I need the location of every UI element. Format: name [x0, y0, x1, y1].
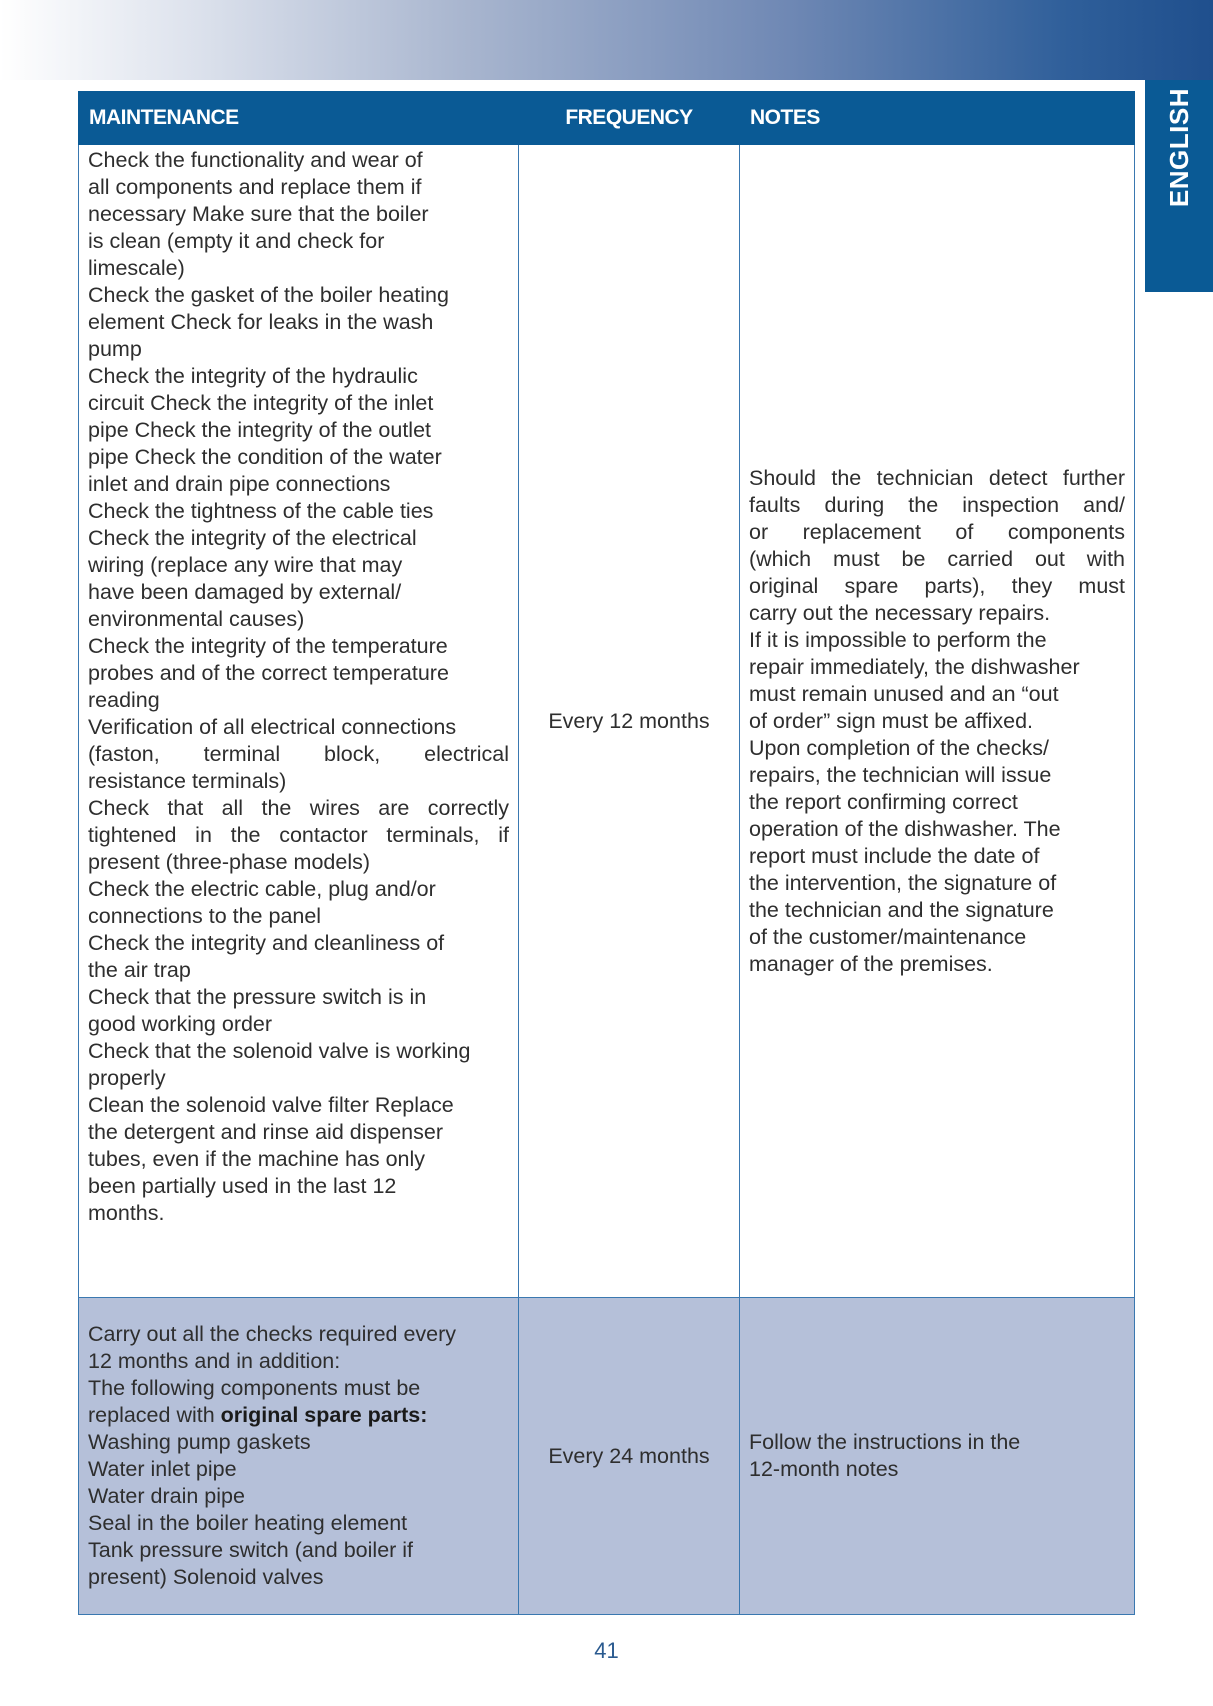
text-line: Check the integrity of the temperature: [88, 634, 448, 658]
text-line: tightened in the contactor terminals, if: [88, 823, 509, 847]
language-label: ENGLISH: [1163, 88, 1194, 208]
text-line: 12-month notes: [749, 1457, 899, 1481]
text-line: connections to the panel: [88, 904, 322, 928]
text-line: circuit Check the integrity of the inlet: [88, 391, 434, 415]
text-line: or replacement of components: [749, 519, 1125, 544]
text-line: the intervention, the signature of: [749, 870, 1057, 895]
text-line: pipe Check the condition of the water: [88, 445, 442, 469]
text-line: present (three-phase models): [88, 850, 371, 874]
language-tab: [1145, 80, 1213, 292]
text-line: necessary Make sure that the boiler: [88, 202, 429, 226]
text-line: Check the functionality and wear of: [88, 148, 423, 172]
header-notes: NOTES: [740, 92, 1135, 145]
header-frequency: FREQUENCY: [519, 92, 740, 145]
header-banner: [0, 0, 1213, 80]
text-line: faults during the inspection and/: [749, 492, 1125, 517]
text-line: of the customer/maintenance: [749, 924, 1027, 949]
text-line: Follow the instructions in the: [749, 1430, 1021, 1454]
text-line: Check the integrity of the electrical: [88, 526, 417, 550]
text-line: pump: [88, 337, 142, 361]
text-line: tubes, even if the machine has only: [88, 1147, 426, 1171]
notes-24-cell: [740, 1298, 1135, 1615]
text-fragment: replaced with: [88, 1403, 221, 1427]
text-line: Seal in the boiler heating element: [88, 1511, 408, 1535]
text-line: reading: [88, 688, 160, 712]
text-line: the detergent and rinse aid dispenser: [88, 1120, 443, 1144]
text-line: all components and replace them if: [88, 175, 422, 199]
text-line: element Check for leaks in the wash: [88, 310, 434, 334]
text-line: The following components must be: [88, 1376, 421, 1400]
frequency-12-cell: Every 12 months: [519, 145, 740, 1298]
text-line: original spare parts), they must: [749, 573, 1125, 598]
text-line: the air trap: [88, 958, 191, 982]
text-line: good working order: [88, 1012, 273, 1036]
text-line: been partially used in the last 12: [88, 1174, 397, 1198]
text-line: Upon completion of the checks/: [749, 735, 1049, 760]
text-line: manager of the premises.: [749, 951, 993, 976]
text-line: Check the gasket of the boiler heating: [88, 283, 449, 307]
text-line: Check the integrity and cleanliness of: [88, 931, 445, 955]
text-line: (faston, terminal block, electrical: [88, 742, 509, 766]
frequency-24-cell: Every 24 months: [519, 1298, 740, 1615]
maintenance-12-cell: [79, 145, 519, 1298]
text-line: wiring (replace any wire that may: [88, 553, 403, 577]
text-line: of order” sign must be affixed.: [749, 708, 1034, 733]
text-line: (which must be carried out with: [749, 546, 1125, 571]
text-line: the report confirming correct: [749, 789, 1018, 814]
maintenance-table: [78, 91, 1135, 1615]
text-line: If it is impossible to perform the: [749, 627, 1047, 652]
text-line: Check that the solenoid valve is working: [88, 1039, 471, 1063]
text-line: pipe Check the integrity of the outlet: [88, 418, 432, 442]
text-line: Check the electric cable, plug and/or: [88, 877, 436, 901]
page-number: 41: [594, 1638, 619, 1663]
table-header-row: [79, 92, 1135, 145]
text-line: environmental causes): [88, 607, 305, 631]
text-line: 12 months and in addition:: [88, 1349, 341, 1373]
text-line: Check the integrity of the hydraulic: [88, 364, 418, 388]
maintenance-24-cell: [79, 1298, 519, 1615]
header-maintenance: MAINTENANCE: [79, 92, 519, 145]
text-line: Carry out all the checks required every: [88, 1322, 457, 1346]
text-line: Check the tightness of the cable ties: [88, 499, 434, 523]
text-line: months.: [88, 1201, 165, 1225]
text-line: repair immediately, the dishwasher: [749, 654, 1080, 679]
text-line: have been damaged by external/: [88, 580, 402, 604]
text-line: properly: [88, 1066, 166, 1090]
text-line: Should the technician detect further: [749, 465, 1125, 490]
text-line: present) Solenoid valves: [88, 1565, 324, 1589]
text-line: resistance terminals): [88, 769, 287, 793]
text-line: Washing pump gaskets: [88, 1430, 311, 1454]
text-line: Clean the solenoid valve filter Replace: [88, 1093, 454, 1117]
text-line: repairs, the technician will issue: [749, 762, 1052, 787]
text-line: carry out the necessary repairs.: [749, 600, 1051, 625]
text-line: report must include the date of: [749, 843, 1040, 868]
text-line: the technician and the signature: [749, 897, 1054, 922]
text-line: Verification of all electrical connections: [88, 715, 457, 739]
text-line: inlet and drain pipe connections: [88, 472, 391, 496]
text-line: is clean (empty it and check for: [88, 229, 385, 253]
original-spare-parts-emphasis: original spare parts:: [220, 1403, 428, 1427]
text-line: probes and of the correct temperature: [88, 661, 449, 685]
notes-12-cell: [740, 145, 1135, 1298]
text-line: operation of the dishwasher. The: [749, 816, 1061, 841]
text-line: [88, 1402, 509, 1429]
text-line: Water drain pipe: [88, 1484, 245, 1508]
table-row: [79, 1298, 1135, 1615]
text-line: Check that all the wires are correctly: [88, 796, 509, 820]
text-line: Check that the pressure switch is in: [88, 985, 427, 1009]
text-line: must remain unused and an “out: [749, 681, 1059, 706]
table-row: [79, 145, 1135, 1298]
text-line: limescale): [88, 256, 185, 280]
text-line: Tank pressure switch (and boiler if: [88, 1538, 414, 1562]
text-line: Water inlet pipe: [88, 1457, 237, 1481]
